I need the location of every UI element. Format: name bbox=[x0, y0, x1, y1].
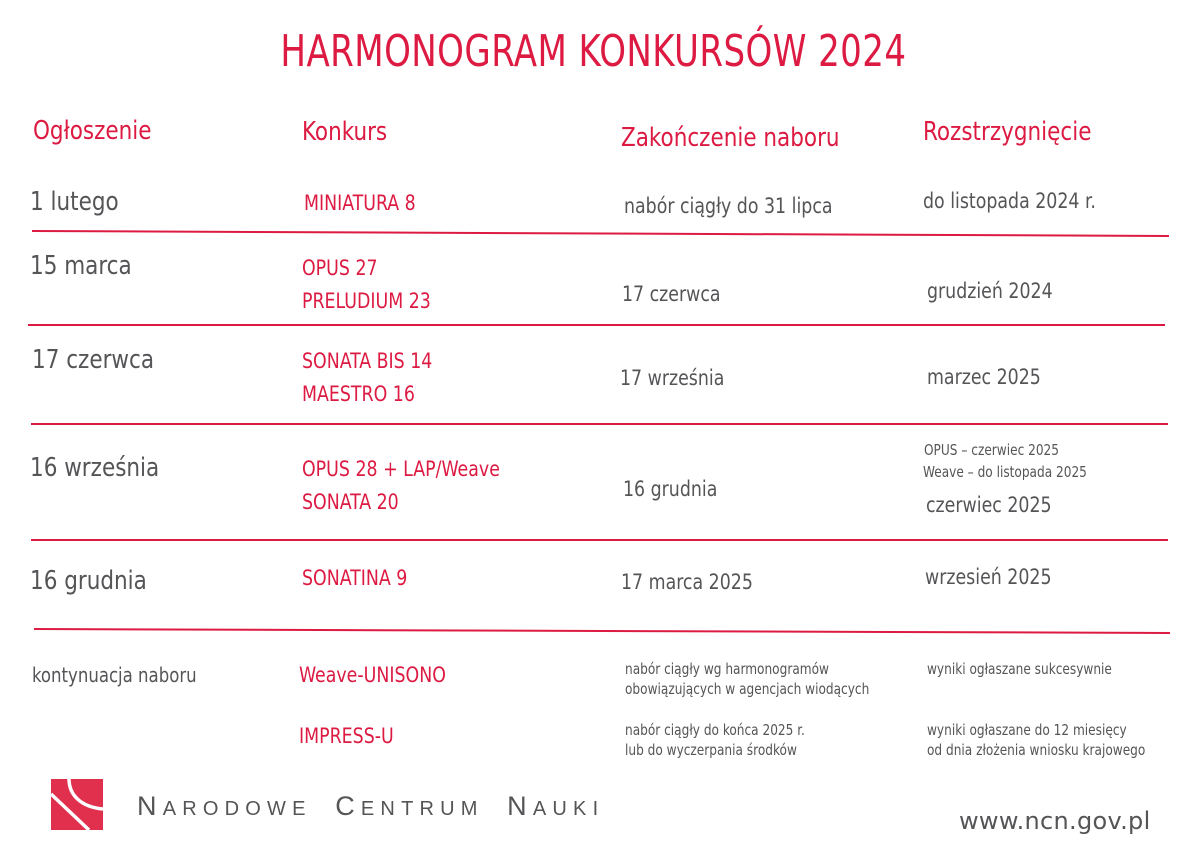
resolution-text: czerwiec 2025 bbox=[926, 493, 1052, 517]
row-divider bbox=[31, 539, 1168, 541]
brand-word: ARODOWE bbox=[162, 798, 312, 820]
deadline-text: nabór ciągły do końca 2025 r. bbox=[625, 721, 805, 739]
brand-initial: C bbox=[335, 791, 361, 821]
header-deadline: Zakończenie naboru bbox=[621, 123, 840, 153]
resolution-text: marzec 2025 bbox=[927, 365, 1041, 389]
resolution-text: grudzień 2024 bbox=[927, 279, 1053, 303]
announcement-date: 16 grudnia bbox=[30, 566, 147, 596]
resolution-text: od dnia złożenia wniosku krajowego bbox=[927, 741, 1146, 759]
resolution-note: OPUS – czerwiec 2025 bbox=[924, 441, 1060, 459]
brand-initial: N bbox=[507, 791, 533, 821]
resolution-text: do listopada 2024 r. bbox=[923, 189, 1096, 213]
competition-name: PRELUDIUM 23 bbox=[302, 289, 431, 313]
competition-name: SONATINA 9 bbox=[302, 566, 408, 590]
continuation-label: kontynuacja naboru bbox=[32, 663, 197, 687]
resolution-note: Weave – do listopada 2025 bbox=[923, 463, 1087, 481]
competition-name: OPUS 28 + LAP/Weave bbox=[302, 457, 500, 481]
brand-word: AUKI bbox=[532, 798, 605, 820]
row-divider bbox=[32, 230, 1169, 237]
page-title: HARMONOGRAM KONKURSÓW 2024 bbox=[280, 26, 907, 77]
header-announcement: Ogłoszenie bbox=[33, 116, 152, 146]
header-resolution: Rozstrzygnięcie bbox=[923, 117, 1092, 147]
announcement-date: 16 września bbox=[30, 453, 160, 483]
announcement-date: 15 marca bbox=[30, 251, 132, 281]
competition-name: MINIATURA 8 bbox=[304, 191, 416, 215]
deadline-text: 17 września bbox=[620, 366, 725, 390]
resolution-text: wyniki ogłaszane do 12 miesięcy bbox=[927, 721, 1127, 739]
deadline-text: lub do wyczerpania środków bbox=[625, 741, 797, 759]
competition-name: OPUS 27 bbox=[302, 256, 378, 280]
resolution-text: wrzesień 2025 bbox=[925, 565, 1052, 589]
website-link[interactable]: www.ncn.gov.pl bbox=[959, 807, 1151, 835]
brand-word: ENTRUM bbox=[360, 798, 484, 820]
competition-name: MAESTRO 16 bbox=[302, 382, 415, 406]
resolution-text: wyniki ogłaszane sukcesywnie bbox=[927, 660, 1112, 678]
brand-name bbox=[137, 790, 604, 825]
row-divider bbox=[28, 324, 1165, 326]
row-divider bbox=[34, 628, 1170, 634]
deadline-text: 17 czerwca bbox=[622, 282, 721, 306]
competition-name: IMPRESS-U bbox=[299, 724, 394, 748]
announcement-date: 1 lutego bbox=[30, 187, 119, 217]
deadline-text: obowiązujących w agencjach wiodących bbox=[625, 680, 870, 698]
brand-initial: N bbox=[137, 791, 163, 821]
deadline-text: 17 marca 2025 bbox=[621, 570, 753, 594]
competition-name: SONATA 20 bbox=[302, 490, 399, 514]
deadline-text: nabór ciągły wg harmonogramów bbox=[625, 660, 829, 678]
ncn-logo-icon bbox=[51, 779, 103, 830]
competition-name: Weave-UNISONO bbox=[299, 663, 446, 687]
competition-name: SONATA BIS 14 bbox=[302, 349, 433, 373]
deadline-text: nabór ciągły do 31 lipca bbox=[624, 194, 833, 218]
announcement-date: 17 czerwca bbox=[32, 345, 155, 375]
deadline-text: 16 grudnia bbox=[623, 477, 718, 501]
header-competition: Konkurs bbox=[302, 117, 388, 147]
row-divider bbox=[31, 423, 1168, 425]
